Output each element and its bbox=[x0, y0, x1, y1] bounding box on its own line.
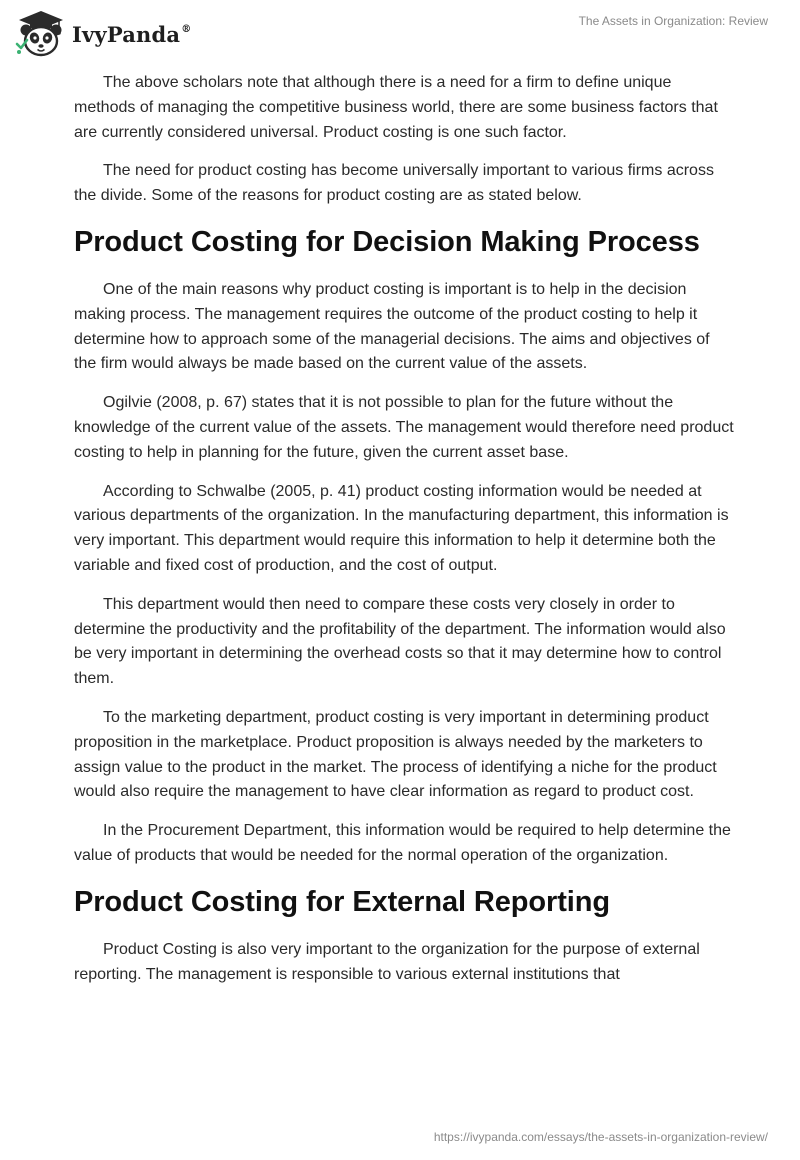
source-url[interactable]: https://ivypanda.com/essays/the-assets-in-organization-review/ bbox=[433, 1130, 768, 1144]
paragraph: The need for product costing has become universally important to various firms across the divide. Some of the reasons for product costing are as stated below. bbox=[74, 162, 714, 205]
brand-logo[interactable] bbox=[14, 8, 191, 58]
document-title: The Assets in Organization: Review bbox=[578, 14, 768, 28]
paragraph: Ogilvie (2008, p. 67) states that it is not possible to plan for the future without the knowledge of the current value of the assets. The management would therefore need product costing to help in planning for the future, given the current asset base. bbox=[74, 394, 734, 461]
page-header bbox=[0, 0, 800, 70]
panda-graduate-icon bbox=[14, 8, 68, 58]
section-heading: Product Costing for External Reporting bbox=[74, 885, 610, 918]
paragraph: To the marketing department, product costing is very important in determining product proposition in the marketplace. Product proposition is always needed by the marketers to assign value to the product in the market. The process of identifying a niche for the product would also require the management to have clear information as regard to product cost. bbox=[74, 708, 717, 801]
paragraph: Product Costing is also very important to the organization for the purpose of external reporting. The management is responsible to various external institutions that bbox=[74, 940, 700, 983]
paragraph: This department would then need to compare these costs very closely in order to determine the productivity and the profitability of the department. The information would also be very important in determining the overhead costs so that it may determine how to control them. bbox=[74, 595, 726, 688]
paragraph: According to Schwalbe (2005, p. 41) product costing information would be needed at various departments of the organization. In the manufacturing department, this information is very important. This department would require this information to help it determine both the variable and fixed cost of production, and the cost of output. bbox=[74, 482, 729, 574]
paragraph: One of the main reasons why product costing is important is to help in the decision making process. The management requires the outcome of the product costing to help it determine how to approach some of the managerial decisions. The aims and objectives of the firm would always be made based on the current value of the assets. bbox=[74, 280, 710, 373]
section-heading: Product Costing for Decision Making Process bbox=[74, 225, 700, 258]
essay-body bbox=[74, 71, 734, 1001]
paragraph: In the Procurement Department, this information would be required to help determine the value of products that would be needed for the normal operation of the organization. bbox=[74, 822, 731, 864]
brand-name: IvyPanda® bbox=[72, 21, 192, 47]
paragraph: The above scholars note that although there is a need for a firm to define unique methods of managing the competitive business world, there are some business factors that are currently considered universal. Product costing is one such factor. bbox=[74, 74, 718, 141]
